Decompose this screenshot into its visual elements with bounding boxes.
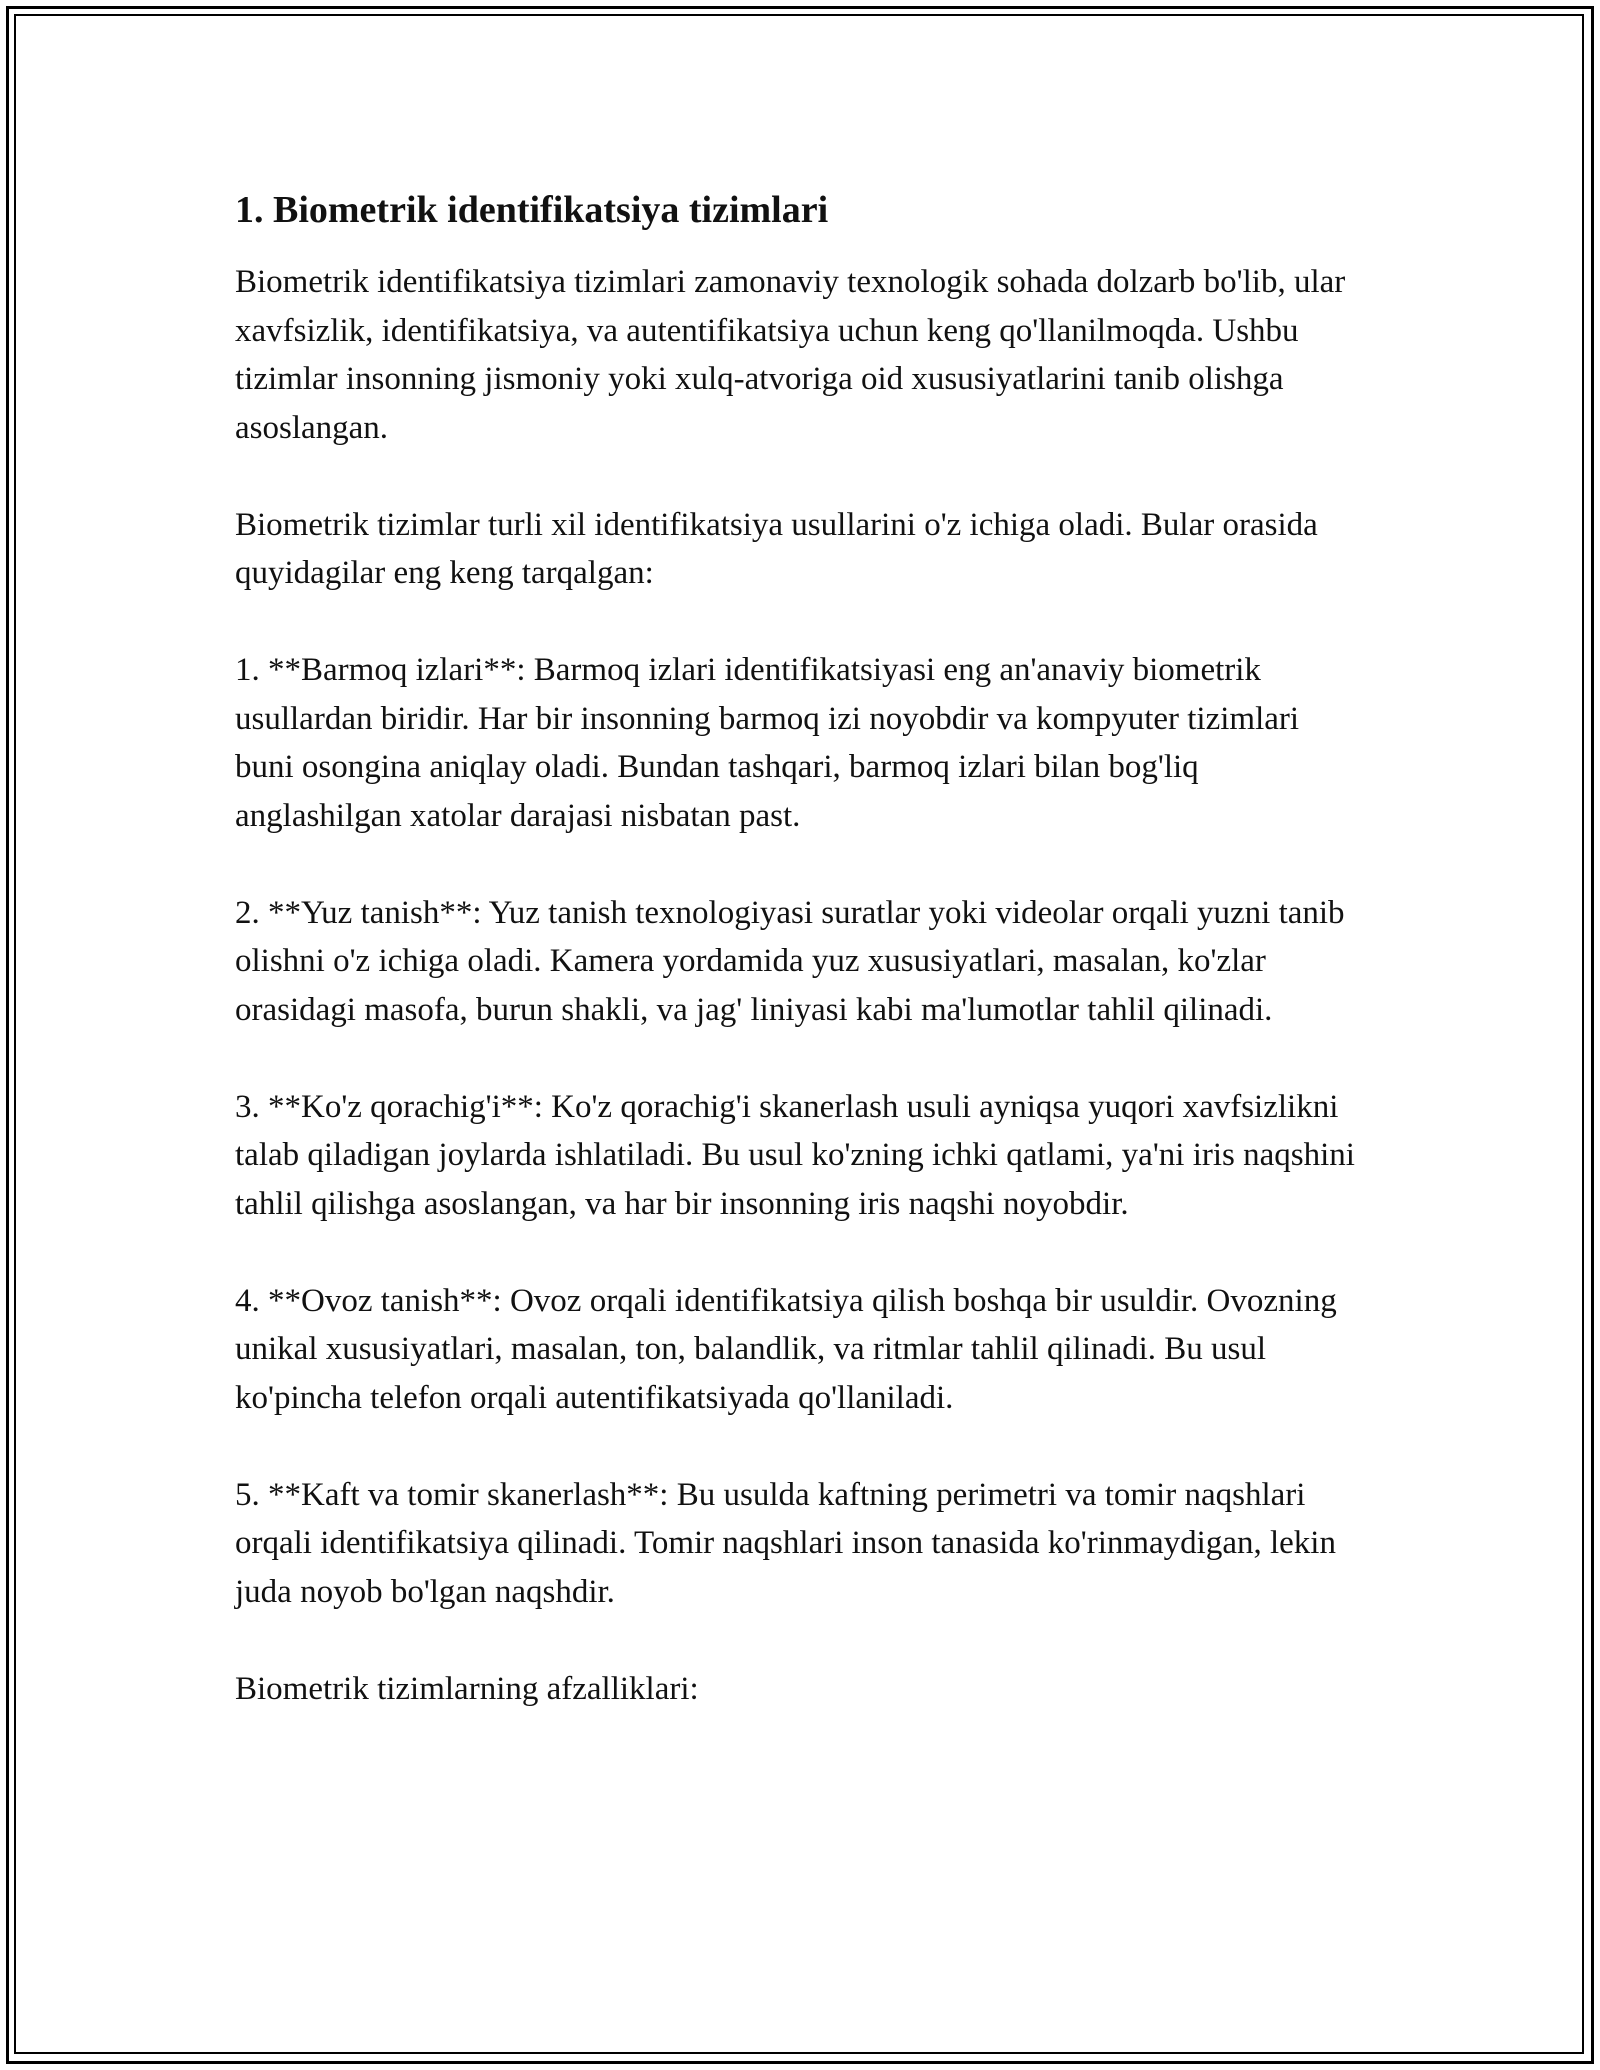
- list-item-fingerprints: 1. **Barmoq izlari**: Barmoq izlari identifikatsiyasi eng an'anaviy biometrik usullardan biridir. Har bir insonning barmoq izi noyobdir va kompyuter tizimlari buni osongina aniqlay oladi. Bundan tashqari, barmoq izlari bilan bog'liq anglashilgan xatolar darajasi nisbatan past.: [235, 652, 1300, 834]
- list-item-face-recognition: 2. **Yuz tanish**: Yuz tanish texnologiyasi suratlar yoki videolar orqali yuzni tanib olishni o'z ichiga oladi. Kamera yordamida yuz xususiyatlari, masalan, ko'zlar orasidagi masofa, burun shakli, va jag' liniyasi kabi ma'lumotlar tahlil qilinadi.: [235, 894, 1345, 1028]
- list-item-iris: 3. **Ko'z qorachig'i**: Ko'z qorachig'i skanerlash usuli ayniqsa yuqori xavfsizlikni talab qiladigan joylarda ishlatiladi. Bu usul ko'zning ichki qatlami, ya'ni iris naqshini tahlil qilishga asoslangan, va har bir insonning iris naqshi noyobdir.: [235, 1088, 1355, 1222]
- paragraph-intro: Biometrik identifikatsiya tizimlari zamonaviy texnologik sohada dolzarb bo'lib, ular xavfsizlik, identifikatsiya, va autentifikatsiya uchun keng qo'llanilmoqda. Ushbu tizimlar insonning jismoniy yoki xulq-atvoriga oid xususiyatlarini tanib olishga asoslangan.: [235, 264, 1346, 446]
- document-body: [235, 186, 1365, 1762]
- list-item-palm-vein: 5. **Kaft va tomir skanerlash**: Bu usulda kaftning perimetri va tomir naqshlari orqali identifikatsiya qilinadi. Tomir naqshlari inson tanasida ko'rinmaydigan, lekin juda noyob bo'lgan naqshdir.: [235, 1476, 1336, 1610]
- list-item-voice: 4. **Ovoz tanish**: Ovoz orqali identifikatsiya qilish boshqa bir usuldir. Ovozning unikal xususiyatlari, masalan, ton, balandlik, va ritmlar tahlil qilinadi. Bu usul ko'pincha telefon orqali autentifikatsiyada qo'llaniladi.: [235, 1282, 1337, 1416]
- section-heading: 1. Biometrik identifikatsiya tizimlari: [235, 189, 829, 231]
- paragraph-methods-intro: Biometrik tizimlar turli xil identifikatsiya usullarini o'z ichiga oladi. Bular orasida quyidagilar eng keng tarqalgan:: [235, 506, 1318, 591]
- paragraph-advantages-heading: Biometrik tizimlarning afzalliklari:: [235, 1670, 699, 1707]
